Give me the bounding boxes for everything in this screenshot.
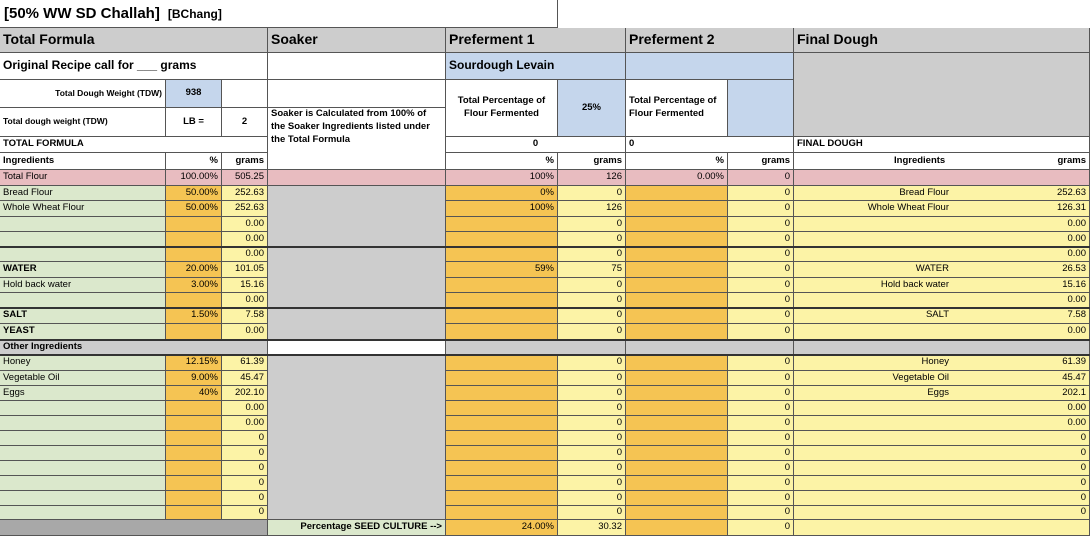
- recipe-title: [50% WW SD Challah]: [4, 5, 160, 22]
- lb-label[interactable]: LB =: [166, 108, 222, 137]
- pf2-pct-value[interactable]: [728, 80, 794, 137]
- ingredient-grams-17[interactable]: 0: [222, 431, 268, 446]
- pf1-grams-17[interactable]: 0: [558, 431, 626, 446]
- original-recipe-label[interactable]: Original Recipe call for ___ grams: [0, 53, 268, 80]
- fd-row-1: [794, 186, 1090, 201]
- pf2-pct-6[interactable]: [626, 262, 728, 278]
- ingredient-grams-15[interactable]: 0.00: [222, 401, 268, 416]
- sheet-title: [0, 0, 558, 28]
- pf2-sep[interactable]: [626, 340, 794, 355]
- pf1-pct-14[interactable]: [446, 386, 558, 401]
- pf1-pct-8[interactable]: [446, 293, 558, 308]
- pf2-pct-19[interactable]: [626, 461, 728, 476]
- pf1-pct-16[interactable]: [446, 416, 558, 431]
- fd-grams-1[interactable]: 252.63: [1056, 186, 1086, 198]
- ingredient-grams-1[interactable]: 252.63: [222, 186, 268, 201]
- pf2-grams-4[interactable]: 0: [728, 232, 794, 247]
- pf2-pct-16[interactable]: [626, 416, 728, 431]
- fd-row-4: [794, 232, 1090, 247]
- ingredient-grams-10[interactable]: 0.00: [222, 324, 268, 340]
- fd-grams-22[interactable]: 0: [1080, 506, 1086, 518]
- sourdough-levain-label[interactable]: Sourdough Levain: [446, 53, 626, 80]
- pf1-pct-19[interactable]: [446, 461, 558, 476]
- header-final-dough[interactable]: Final Dough: [794, 28, 1090, 53]
- soaker-sep[interactable]: [268, 340, 446, 355]
- pf1-grams-7[interactable]: 0: [558, 278, 626, 293]
- ingredient-grams-8[interactable]: 0.00: [222, 293, 268, 308]
- fd-row-0: [794, 170, 1090, 186]
- pf1-pct-15[interactable]: [446, 401, 558, 416]
- fd-row-19: [794, 461, 1090, 476]
- pf1-grams-2[interactable]: 126: [558, 201, 626, 217]
- seed-pf2-grams[interactable]: 0: [728, 520, 794, 536]
- fd-row-16: [794, 416, 1090, 431]
- fd-grams-12[interactable]: 61.39: [1062, 356, 1086, 368]
- header-total-formula[interactable]: Total Formula: [0, 28, 268, 53]
- ingredient-name-13[interactable]: Vegetable Oil: [0, 371, 166, 386]
- pf1-grams-18[interactable]: 0: [558, 446, 626, 461]
- ingredient-grams-12[interactable]: 61.39: [222, 355, 268, 371]
- pf2-pct-0[interactable]: 0.00%: [626, 170, 728, 186]
- ingredient-grams-18[interactable]: 0: [222, 446, 268, 461]
- pf2-grams-22[interactable]: 0: [728, 506, 794, 520]
- pf1-grams-20[interactable]: 0: [558, 476, 626, 491]
- soaker-blank[interactable]: [268, 53, 446, 80]
- header-soaker[interactable]: Soaker: [268, 28, 446, 53]
- fd-ingredient-9[interactable]: SALT: [925, 309, 949, 321]
- pf1-pct-3[interactable]: [446, 217, 558, 232]
- fd-ingredient-12[interactable]: Honey: [921, 356, 949, 368]
- fd-ingredient-13[interactable]: Vegetable Oil: [892, 371, 949, 383]
- pf1-pct-7[interactable]: [446, 278, 558, 293]
- pf2-pct-9[interactable]: [626, 308, 728, 324]
- ingredient-name-16[interactable]: [0, 416, 166, 431]
- pf2-grams-12[interactable]: 0: [728, 355, 794, 371]
- ingredient-pct-2[interactable]: 50.00%: [166, 201, 222, 217]
- pf2-grams-17[interactable]: 0: [728, 431, 794, 446]
- pf2-pct-14[interactable]: [626, 386, 728, 401]
- ingredient-name-20[interactable]: [0, 476, 166, 491]
- ingredient-grams-3[interactable]: 0.00: [222, 217, 268, 232]
- ingredient-grams-0[interactable]: 505.25: [222, 170, 268, 186]
- ingredient-pct-12[interactable]: 12.15%: [166, 355, 222, 371]
- pf1-pct-9[interactable]: [446, 308, 558, 324]
- ingredient-pct-16[interactable]: [166, 416, 222, 431]
- ingredient-grams-5[interactable]: 0.00: [222, 247, 268, 262]
- fd-grams-13[interactable]: 45.47: [1062, 371, 1086, 383]
- pf2-grams-19[interactable]: 0: [728, 461, 794, 476]
- pf1-grams-22[interactable]: 0: [558, 506, 626, 520]
- pf1-grams-10[interactable]: 0: [558, 324, 626, 340]
- pf1-pct-4[interactable]: [446, 232, 558, 247]
- pf1-grams-5[interactable]: 0: [558, 247, 626, 262]
- pf2-pct-label[interactable]: Total Percentage of Flour Fermented: [626, 80, 728, 137]
- pf1-grams-0[interactable]: 126: [558, 170, 626, 186]
- ingredient-name-1[interactable]: Bread Flour: [0, 186, 166, 201]
- fd-grams-20[interactable]: 0: [1080, 476, 1086, 488]
- pf2-pct-21[interactable]: [626, 491, 728, 506]
- ingredient-name-8[interactable]: [0, 293, 166, 308]
- ingredient-name-10[interactable]: YEAST: [0, 324, 166, 340]
- ingredient-pct-0[interactable]: 100.00%: [166, 170, 222, 186]
- pf2-col-grams[interactable]: grams: [728, 153, 794, 170]
- pf2-grams-1[interactable]: 0: [728, 186, 794, 201]
- pf1-grams-4[interactable]: 0: [558, 232, 626, 247]
- pf2-pct-4[interactable]: [626, 232, 728, 247]
- pf1-pct-0[interactable]: 100%: [446, 170, 558, 186]
- pf1-pct-12[interactable]: [446, 355, 558, 371]
- tdw-blank[interactable]: [222, 80, 268, 108]
- ingredient-name-5[interactable]: [0, 247, 166, 262]
- fd-grams-7[interactable]: 15.16: [1062, 278, 1086, 290]
- ingredient-pct-10[interactable]: [166, 324, 222, 340]
- pf1-pct-5[interactable]: [446, 247, 558, 262]
- pf2-grams-3[interactable]: 0: [728, 217, 794, 232]
- fd-row-3: [794, 217, 1090, 232]
- row-separator: [0, 339, 1090, 341]
- ingredient-grams-14[interactable]: 202.10: [222, 386, 268, 401]
- fd-grams-6[interactable]: 26.53: [1062, 263, 1086, 275]
- ingredient-pct-1[interactable]: 50.00%: [166, 186, 222, 201]
- pf2-grams-14[interactable]: 0: [728, 386, 794, 401]
- col-grams[interactable]: grams: [222, 153, 268, 170]
- ingredient-name-17[interactable]: [0, 431, 166, 446]
- fd-row-22: [794, 506, 1090, 520]
- fd-row-5: [794, 247, 1090, 262]
- ingredient-grams-19[interactable]: 0: [222, 461, 268, 476]
- pf1-grams-12[interactable]: 0: [558, 355, 626, 371]
- fd-grams-10[interactable]: 0.00: [1067, 325, 1086, 337]
- fd-grams-8[interactable]: 0.00: [1067, 293, 1086, 305]
- fd-grams-21[interactable]: 0: [1080, 491, 1086, 503]
- pf2-pct-15[interactable]: [626, 401, 728, 416]
- fd-grams-3[interactable]: 0.00: [1067, 217, 1086, 229]
- pf2-grams-21[interactable]: 0: [728, 491, 794, 506]
- pf1-grams-21[interactable]: 0: [558, 491, 626, 506]
- row-separator: [0, 307, 1090, 309]
- ingredient-pct-14[interactable]: 40%: [166, 386, 222, 401]
- pf2-total[interactable]: 0: [626, 137, 794, 153]
- header-preferment-2[interactable]: Preferment 2: [626, 28, 794, 53]
- fd-ingredient-1[interactable]: Bread Flour: [899, 186, 949, 198]
- final-dough-caps[interactable]: FINAL DOUGH: [794, 137, 1090, 153]
- ingredient-pct-8[interactable]: [166, 293, 222, 308]
- pf2-grams-9[interactable]: 0: [728, 308, 794, 324]
- pf2-grams-2[interactable]: 0: [728, 201, 794, 217]
- fd-row-21: [794, 491, 1090, 506]
- fd-grams-5[interactable]: 0.00: [1067, 247, 1086, 259]
- pf1-pct-2[interactable]: 100%: [446, 201, 558, 217]
- pf2-pct-12[interactable]: [626, 355, 728, 371]
- ingredient-pct-7[interactable]: 3.00%: [166, 278, 222, 293]
- fd-row-9: [794, 308, 1090, 324]
- pf2-pct-1[interactable]: [626, 186, 728, 201]
- ingredient-name-0[interactable]: Total Flour: [0, 170, 166, 186]
- seed-fd[interactable]: [794, 520, 1090, 536]
- ingredient-grams-21[interactable]: 0: [222, 491, 268, 506]
- seed-blank-left[interactable]: [0, 520, 268, 536]
- soaker-flour[interactable]: [268, 170, 446, 186]
- ingredient-name-22[interactable]: [0, 506, 166, 520]
- ingredient-pct-18[interactable]: [166, 446, 222, 461]
- fd-row-15: [794, 401, 1090, 416]
- pf2-grams-15[interactable]: 0: [728, 401, 794, 416]
- ingredient-name-12[interactable]: Honey: [0, 355, 166, 371]
- pf2-grams-6[interactable]: 0: [728, 262, 794, 278]
- fd-row-13: [794, 371, 1090, 386]
- pf1-grams-6[interactable]: 75: [558, 262, 626, 278]
- pf1-grams-8[interactable]: 0: [558, 293, 626, 308]
- pf1-grams-16[interactable]: 0: [558, 416, 626, 431]
- fd-grams-14[interactable]: 202.1: [1062, 386, 1086, 398]
- pf1-pct-17[interactable]: [446, 431, 558, 446]
- fd-sep[interactable]: [794, 340, 1090, 355]
- ingredient-grams-22[interactable]: 0: [222, 506, 268, 520]
- ingredient-pct-22[interactable]: [166, 506, 222, 520]
- ingredient-name-4[interactable]: [0, 232, 166, 247]
- pf2-grams-0[interactable]: 0: [728, 170, 794, 186]
- header-preferment-1[interactable]: Preferment 1: [446, 28, 626, 53]
- fd-row-10: [794, 324, 1090, 340]
- pf2-pct-7[interactable]: [626, 278, 728, 293]
- pf2-grams-13[interactable]: 0: [728, 371, 794, 386]
- pf1-grams-1[interactable]: 0: [558, 186, 626, 201]
- ingredient-name-3[interactable]: [0, 217, 166, 232]
- fd-grams-16[interactable]: 0.00: [1067, 416, 1086, 428]
- ingredient-name-2[interactable]: Whole Wheat Flour: [0, 201, 166, 217]
- author: [BChang]: [167, 6, 222, 21]
- pf1-grams-19[interactable]: 0: [558, 461, 626, 476]
- ingredient-grams-4[interactable]: 0.00: [222, 232, 268, 247]
- pf1-pct-13[interactable]: [446, 371, 558, 386]
- pf1-pct-22[interactable]: [446, 506, 558, 520]
- fd-grams-19[interactable]: 0: [1080, 461, 1086, 473]
- pf2-pct-2[interactable]: [626, 201, 728, 217]
- fd-grams-2[interactable]: 126.31: [1056, 202, 1086, 214]
- ingredient-pct-5[interactable]: [166, 247, 222, 262]
- pf2-pct-13[interactable]: [626, 371, 728, 386]
- soaker-block-1[interactable]: [268, 186, 446, 340]
- seed-culture-label[interactable]: Percentage SEED CULTURE -->: [268, 520, 446, 536]
- pf1-pct-label[interactable]: Total Percentage of Flour Fermented: [446, 80, 558, 137]
- soaker-block-2[interactable]: [268, 355, 446, 520]
- ingredient-name-18[interactable]: [0, 446, 166, 461]
- ingredient-pct-4[interactable]: [166, 232, 222, 247]
- pf2-pct-10[interactable]: [626, 324, 728, 340]
- pf1-pct-21[interactable]: [446, 491, 558, 506]
- soaker-note[interactable]: Soaker is Calculated from 100% of the Soaker Ingredients listed under the Total Formula: [268, 108, 446, 170]
- pf2-pct-20[interactable]: [626, 476, 728, 491]
- fd-row-20: [794, 476, 1090, 491]
- fd-row-18: [794, 446, 1090, 461]
- pf1-pct-10[interactable]: [446, 324, 558, 340]
- ingredient-grams-6[interactable]: 101.05: [222, 262, 268, 278]
- pf2-pct-8[interactable]: [626, 293, 728, 308]
- pf2-grams-5[interactable]: 0: [728, 247, 794, 262]
- fd-row-12: [794, 355, 1090, 371]
- fd-grams-4[interactable]: 0.00: [1067, 232, 1086, 244]
- ingredient-pct-15[interactable]: [166, 401, 222, 416]
- pf1-pct-18[interactable]: [446, 446, 558, 461]
- col-pct[interactable]: %: [166, 153, 222, 170]
- col-ingredients[interactable]: Ingredients: [0, 153, 166, 170]
- ingredient-grams-9[interactable]: 7.58: [222, 308, 268, 324]
- row-other-ingredients[interactable]: Other Ingredients: [0, 340, 268, 355]
- ingredient-name-9[interactable]: SALT: [0, 308, 166, 324]
- ingredient-grams-16[interactable]: 0.00: [222, 416, 268, 431]
- pf1-grams-14[interactable]: 0: [558, 386, 626, 401]
- pf2-pct-22[interactable]: [626, 506, 728, 520]
- pf1-col-grams[interactable]: grams: [558, 153, 626, 170]
- pf2-pct-18[interactable]: [626, 446, 728, 461]
- fd-grams-9[interactable]: 7.58: [1067, 309, 1086, 321]
- ingredient-name-19[interactable]: [0, 461, 166, 476]
- final-dough-blank[interactable]: [794, 53, 1090, 137]
- ingredient-grams-20[interactable]: 0: [222, 476, 268, 491]
- pf2-pct-3[interactable]: [626, 217, 728, 232]
- ingredient-name-15[interactable]: [0, 401, 166, 416]
- fd-row-7: [794, 278, 1090, 293]
- pf2-pct-17[interactable]: [626, 431, 728, 446]
- preferment2-name-cell[interactable]: [626, 53, 794, 80]
- row-separator: [0, 354, 1090, 356]
- ingredient-pct-19[interactable]: [166, 461, 222, 476]
- pf2-col-pct[interactable]: %: [626, 153, 728, 170]
- pf2-grams-16[interactable]: 0: [728, 416, 794, 431]
- ingredient-pct-9[interactable]: 1.50%: [166, 308, 222, 324]
- ingredient-name-14[interactable]: Eggs: [0, 386, 166, 401]
- ingredient-pct-20[interactable]: [166, 476, 222, 491]
- fd-row-17: [794, 431, 1090, 446]
- pf1-grams-13[interactable]: 0: [558, 371, 626, 386]
- fd-row-2: [794, 201, 1090, 217]
- ingredient-pct-6[interactable]: 20.00%: [166, 262, 222, 278]
- pf1-total[interactable]: 0: [446, 137, 626, 153]
- pf1-col-pct[interactable]: %: [446, 153, 558, 170]
- pf1-pct-value[interactable]: 25%: [558, 80, 626, 137]
- fd-ingredient-7[interactable]: Hold back water: [880, 278, 949, 290]
- fd-grams-15[interactable]: 0.00: [1067, 401, 1086, 413]
- pf2-pct-5[interactable]: [626, 247, 728, 262]
- ingredient-name-21[interactable]: [0, 491, 166, 506]
- pf1-pct-6[interactable]: 59%: [446, 262, 558, 278]
- fd-col-ingredients[interactable]: Ingredients: [794, 153, 1090, 170]
- ingredient-name-6[interactable]: WATER: [0, 262, 166, 278]
- ingredient-pct-21[interactable]: [166, 491, 222, 506]
- pf2-grams-8[interactable]: 0: [728, 293, 794, 308]
- ingredient-pct-17[interactable]: [166, 431, 222, 446]
- fd-row-6: [794, 262, 1090, 278]
- pf1-grams-3[interactable]: 0: [558, 217, 626, 232]
- fd-ingredient-2[interactable]: Whole Wheat Flour: [867, 202, 949, 214]
- ingredient-grams-7[interactable]: 15.16: [222, 278, 268, 293]
- lb-value[interactable]: 2: [222, 108, 268, 137]
- seed-culture-pct[interactable]: 24.00%: [446, 520, 558, 536]
- fd-grams-18[interactable]: 0: [1080, 446, 1086, 458]
- pf1-pct-20[interactable]: [446, 476, 558, 491]
- fd-ingredient-14[interactable]: Eggs: [927, 386, 949, 398]
- seed-pf2-pct[interactable]: [626, 520, 728, 536]
- pf1-grams-15[interactable]: 0: [558, 401, 626, 416]
- pf2-grams-7[interactable]: 0: [728, 278, 794, 293]
- tdw-value[interactable]: 938: [166, 80, 222, 108]
- pf2-grams-10[interactable]: 0: [728, 324, 794, 340]
- ingredient-grams-2[interactable]: 252.63: [222, 201, 268, 217]
- pf2-grams-20[interactable]: 0: [728, 476, 794, 491]
- ingredient-pct-13[interactable]: 9.00%: [166, 371, 222, 386]
- tdw-label[interactable]: Total Dough Weight (TDW): [0, 80, 166, 108]
- total-formula-caps[interactable]: TOTAL FORMULA: [0, 137, 268, 153]
- fd-row-14: [794, 386, 1090, 401]
- fd-col-grams[interactable]: grams: [960, 153, 1090, 170]
- row-separator: [0, 246, 1090, 248]
- pf1-sep[interactable]: [446, 340, 626, 355]
- ingredient-name-7[interactable]: Hold back water: [0, 278, 166, 293]
- ingredient-grams-13[interactable]: 45.47: [222, 371, 268, 386]
- fd-ingredient-6[interactable]: WATER: [915, 263, 949, 275]
- soaker-blank-2[interactable]: [268, 80, 446, 108]
- seed-culture-grams[interactable]: 30.32: [558, 520, 626, 536]
- pf1-grams-9[interactable]: 0: [558, 308, 626, 324]
- tdw-lb-label[interactable]: Total dough weight (TDW): [0, 108, 166, 137]
- fd-grams-17[interactable]: 0: [1080, 431, 1086, 443]
- ingredient-pct-3[interactable]: [166, 217, 222, 232]
- pf2-grams-18[interactable]: 0: [728, 446, 794, 461]
- pf1-pct-1[interactable]: 0%: [446, 186, 558, 201]
- fd-row-8: [794, 293, 1090, 308]
